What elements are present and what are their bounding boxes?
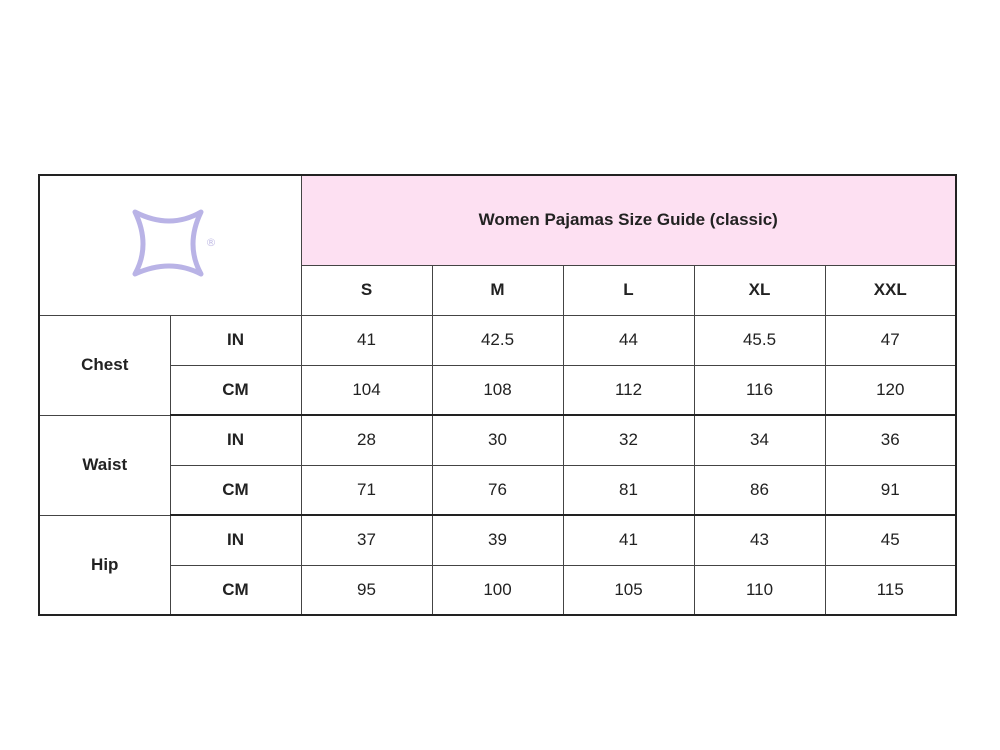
table-cell: 100 <box>432 565 563 615</box>
table-cell: 44 <box>563 315 694 365</box>
table-cell: 120 <box>825 365 956 415</box>
unit-label: CM <box>170 565 301 615</box>
measurement-label: Waist <box>39 415 170 515</box>
table-cell: 34 <box>694 415 825 465</box>
size-header: XL <box>694 265 825 315</box>
table-cell: 71 <box>301 465 432 515</box>
unit-label: IN <box>170 415 301 465</box>
table-cell: 45 <box>825 515 956 565</box>
size-header: M <box>432 265 563 315</box>
table-cell: 112 <box>563 365 694 415</box>
table-cell: 36 <box>825 415 956 465</box>
unit-label: IN <box>170 315 301 365</box>
table-cell: 76 <box>432 465 563 515</box>
table-cell: 105 <box>563 565 694 615</box>
unit-label: CM <box>170 465 301 515</box>
table-cell: 104 <box>301 365 432 415</box>
table-cell: 43 <box>694 515 825 565</box>
registered-mark: ® <box>205 236 217 250</box>
table-cell: 86 <box>694 465 825 515</box>
size-guide-table <box>38 174 957 616</box>
unit-label: IN <box>170 515 301 565</box>
table-cell: 110 <box>694 565 825 615</box>
table-title: Women Pajamas Size Guide (classic) <box>301 175 956 265</box>
measurement-label: Hip <box>39 515 170 615</box>
size-header: S <box>301 265 432 315</box>
measurement-label: Chest <box>39 315 170 415</box>
table-cell: 42.5 <box>432 315 563 365</box>
unit-label: CM <box>170 365 301 415</box>
table-cell: 39 <box>432 515 563 565</box>
table-cell: 45.5 <box>694 315 825 365</box>
table-cell: 41 <box>301 315 432 365</box>
size-header: XXL <box>825 265 956 315</box>
table-cell: 41 <box>563 515 694 565</box>
table-cell: 81 <box>563 465 694 515</box>
table-cell: 95 <box>301 565 432 615</box>
size-header: L <box>563 265 694 315</box>
table-cell: 47 <box>825 315 956 365</box>
table-cell: 32 <box>563 415 694 465</box>
four-point-star-icon <box>115 200 225 290</box>
table-cell: 37 <box>301 515 432 565</box>
logo <box>39 175 301 315</box>
table-cell: 108 <box>432 365 563 415</box>
table-cell: 115 <box>825 565 956 615</box>
table-cell: 116 <box>694 365 825 415</box>
table-cell: 30 <box>432 415 563 465</box>
table-cell: 91 <box>825 465 956 515</box>
table-cell: 28 <box>301 415 432 465</box>
